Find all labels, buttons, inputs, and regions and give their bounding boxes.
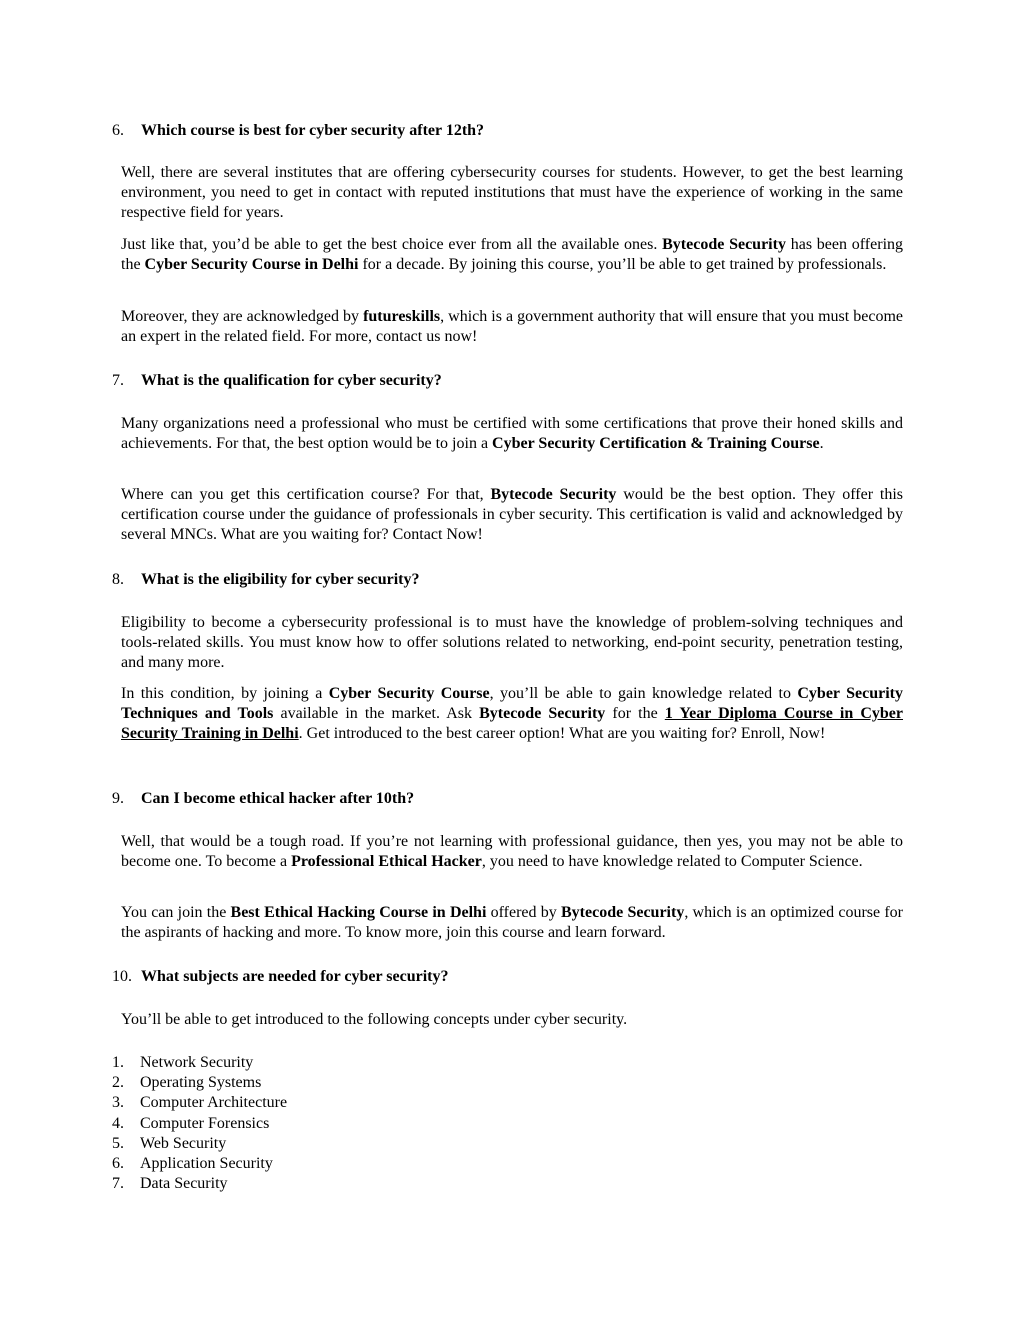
bold-text: Bytecode Security xyxy=(490,486,617,503)
text-run: Where can you get this certification course? For that, xyxy=(121,486,491,503)
list-label: Application Security xyxy=(140,1154,273,1172)
paragraph xyxy=(121,903,903,943)
question-number: 10. xyxy=(112,968,132,985)
paragraph xyxy=(121,684,903,745)
text-run: for a decade. By joining this course, you’ll be able to get trained by professionals. xyxy=(358,256,887,274)
list-label: Computer Forensics xyxy=(140,1114,270,1132)
list-number: 6. xyxy=(112,1154,124,1172)
question-heading xyxy=(112,789,904,809)
paragraph xyxy=(121,414,903,454)
question-text: What is the qualification for cyber security? xyxy=(141,372,442,389)
text-run: available in the market. Ask xyxy=(273,705,480,723)
list-item xyxy=(112,1093,287,1113)
question-text: Which course is best for cyber security after 12th? xyxy=(141,122,485,139)
question-heading xyxy=(112,371,904,391)
question-number: 8. xyxy=(112,571,124,588)
text-run: for the xyxy=(605,705,665,723)
text-run: offered by xyxy=(486,904,561,921)
text-run: . xyxy=(819,435,824,453)
list-label: Computer Architecture xyxy=(140,1094,288,1112)
list-item xyxy=(112,1073,287,1093)
list-label: Web Security xyxy=(140,1134,227,1152)
bold-text: Bytecode Security xyxy=(479,705,606,723)
question-number: 6. xyxy=(112,122,124,139)
paragraph xyxy=(121,613,903,674)
text-run: In this condition, by joining a xyxy=(121,685,329,702)
list-item xyxy=(112,1154,287,1174)
list-item xyxy=(112,1053,287,1073)
list-number: 1. xyxy=(112,1054,124,1071)
bold-text: Bytecode Security xyxy=(561,904,685,921)
list-number: 7. xyxy=(112,1175,124,1193)
text-run: You can join the xyxy=(121,904,231,921)
bold-text: Cyber Security Techniques and Tools xyxy=(121,685,903,723)
list-number: 2. xyxy=(112,1074,124,1092)
question-number: 7. xyxy=(112,372,124,389)
text-run: You’ll be able to get introduced to the following concepts under cyber security. xyxy=(121,1011,628,1028)
paragraph xyxy=(121,163,903,224)
text-run: , which is a government authority that will ensure that you must become an expert in the related field. For more, contact us now! xyxy=(121,308,903,346)
text-run: , which is an optimized course for the aspirants of hacking and more. To know more, join this course and learn forward. xyxy=(121,904,903,942)
bold-text: Cyber Security Course in Delhi xyxy=(144,256,359,274)
question-heading xyxy=(112,121,904,141)
text-run: would be the best option. They offer this certification course under the guidance of professionals in cyber security. This certification is valid and acknowledged by several MNCs. What are you waiting for? Contact Now! xyxy=(121,486,904,544)
bold-text: Best Ethical Hacking Course in Delhi xyxy=(230,904,487,921)
list-item xyxy=(112,1134,287,1154)
text-run: Eligibility to become a cybersecurity professional is to must have the knowledge of problem-solving techniques and tools-related skills. You must know how to offer solutions related to networking, end-point security, penetration testing, and many more. xyxy=(121,614,903,672)
text-run: . Get introduced to the best career option! What are you waiting for? Enroll, Now! xyxy=(298,725,826,743)
text-run: Moreover, they are acknowledged by xyxy=(121,308,364,325)
text-run: , you need to have knowledge related to Computer Science. xyxy=(481,853,863,871)
text-run: Well, that would be a tough road. If you’re not learning with professional guidance, then yes, you may not be able to become one. To become a xyxy=(121,833,903,871)
paragraph xyxy=(121,235,903,275)
text-run: Well, there are several institutes that are offering cybersecurity courses for students. However, to get the best learning environment, you need to get in contact with reputed institutions that must have the experience of working in the same respective field for years. xyxy=(121,164,903,222)
list-number: 3. xyxy=(112,1094,124,1112)
paragraph xyxy=(121,307,903,347)
text-run: Many organizations need a professional who must be certified with some certifications that prove their honed skills and achievements. For that, the best option would be to join a xyxy=(121,415,903,453)
paragraph xyxy=(121,485,903,546)
paragraph xyxy=(121,832,903,872)
list-label: Network Security xyxy=(140,1054,254,1071)
list-item xyxy=(112,1114,287,1134)
question-heading xyxy=(112,570,904,590)
question-text: Can I become ethical hacker after 10th? xyxy=(141,790,415,807)
subjects-list xyxy=(112,1053,287,1194)
bold-text: Bytecode Security xyxy=(662,236,786,253)
diploma-course-link[interactable]: 1 Year Diploma Course in Cyber Security Training in Delhi xyxy=(121,705,904,743)
text-run: Just like that, you’d be able to get the best choice ever from all the available ones. xyxy=(121,236,663,253)
text-run: has been offering the xyxy=(121,236,904,274)
question-text: What is the eligibility for cyber security? xyxy=(141,571,420,588)
list-label: Operating Systems xyxy=(140,1074,262,1092)
bold-text: Professional Ethical Hacker xyxy=(291,853,482,871)
bold-text: futureskills xyxy=(363,308,441,325)
bold-text: Cyber Security Course xyxy=(328,685,490,702)
paragraph xyxy=(121,1010,903,1030)
list-number: 4. xyxy=(112,1114,124,1132)
text-run: , you’ll be able to gain knowledge related to xyxy=(489,685,798,702)
question-heading xyxy=(112,967,904,987)
bold-text: Cyber Security Certification & Training Course xyxy=(492,435,820,453)
list-label: Data Security xyxy=(140,1175,228,1193)
list-number: 5. xyxy=(112,1134,124,1152)
list-item xyxy=(112,1174,287,1194)
question-text: What subjects are needed for cyber security? xyxy=(141,968,449,985)
question-number: 9. xyxy=(112,790,124,807)
